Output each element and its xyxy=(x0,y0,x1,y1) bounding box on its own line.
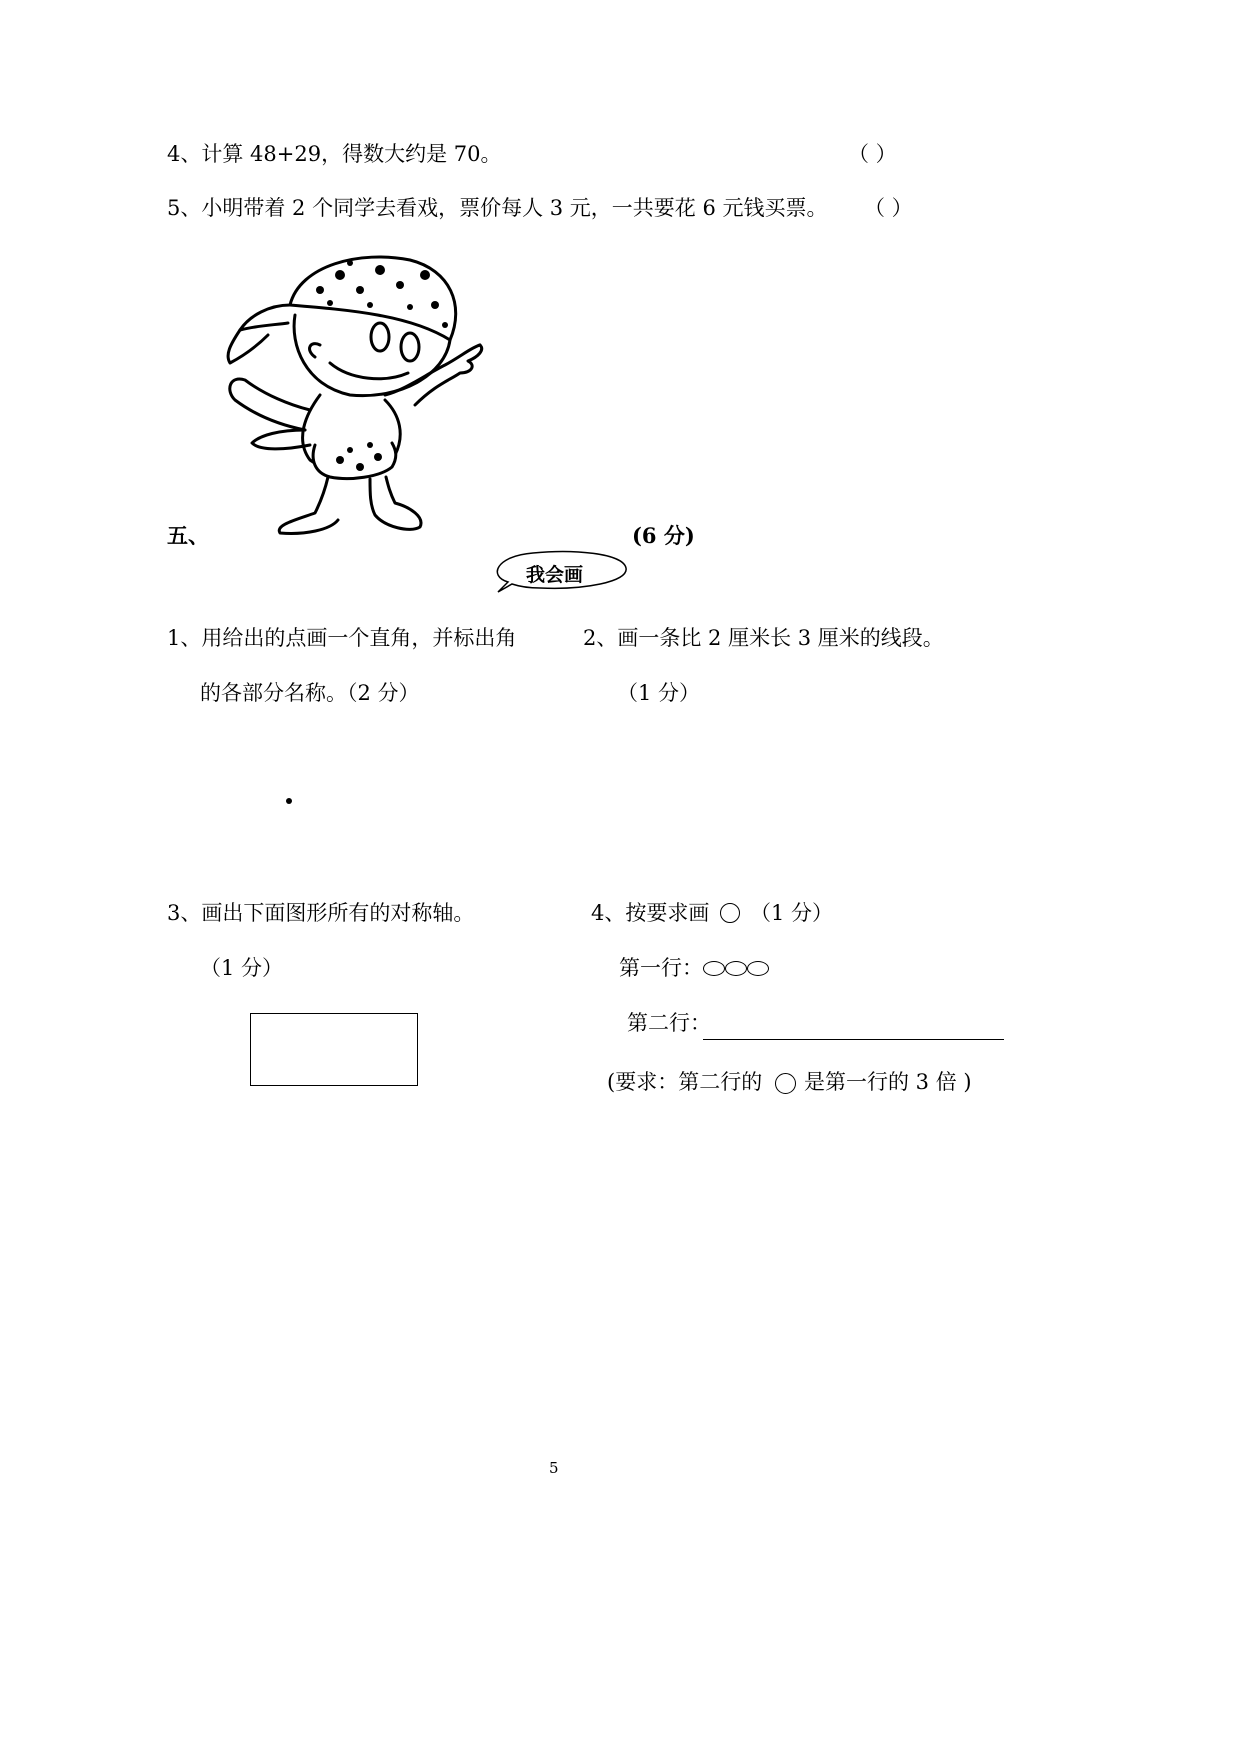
q4-points: （1 分） xyxy=(750,901,834,925)
rectangle-figure xyxy=(250,1013,418,1086)
bubble-label: 我会画 xyxy=(526,564,584,586)
circle-icon xyxy=(747,961,769,976)
section-points: (6 分) xyxy=(632,523,695,548)
q2-line1: 2、画一条比 2 厘米长 3 厘米的线段。 xyxy=(583,626,944,650)
row2-label: 第二行： xyxy=(627,1011,711,1035)
answer-blank-4: （ ） xyxy=(848,142,897,166)
q4-title: 4、按要求画 xyxy=(591,901,710,925)
judge-item-5: 5、小明带着 2 个同学去看戏，票价每人 3 元，一共要花 6 元钱买票。 xyxy=(167,196,828,220)
row1-circles xyxy=(703,961,769,976)
answer-blank-5: （ ） xyxy=(864,196,913,220)
q3-line2: （1 分） xyxy=(200,956,284,980)
q1-line1: 1、用给出的点画一个直角，并标出角 xyxy=(167,626,517,650)
q3-line1: 3、画出下面图形所有的对称轴。 xyxy=(167,901,475,925)
section-number: 五、 xyxy=(167,523,209,548)
circle-icon xyxy=(703,961,725,976)
row2-answer-line[interactable] xyxy=(703,1039,1004,1040)
circle-icon xyxy=(775,1073,796,1094)
given-point xyxy=(286,798,292,804)
circle-icon xyxy=(725,961,747,976)
mascot-illustration xyxy=(210,245,495,535)
q1-line2: 的各部分名称。（2 分） xyxy=(200,681,420,705)
page-number: 5 xyxy=(549,1459,559,1477)
requirement-close: 是第一行的 3 倍 ) xyxy=(804,1070,972,1094)
judge-item-4: 4、计算 48+29，得数大约是 70。 xyxy=(167,142,502,166)
circle-icon xyxy=(720,903,740,923)
row1-label: 第一行： xyxy=(619,956,703,980)
q2-line2: （1 分） xyxy=(617,681,701,705)
requirement-open: (要求：第二行的 xyxy=(607,1070,763,1094)
